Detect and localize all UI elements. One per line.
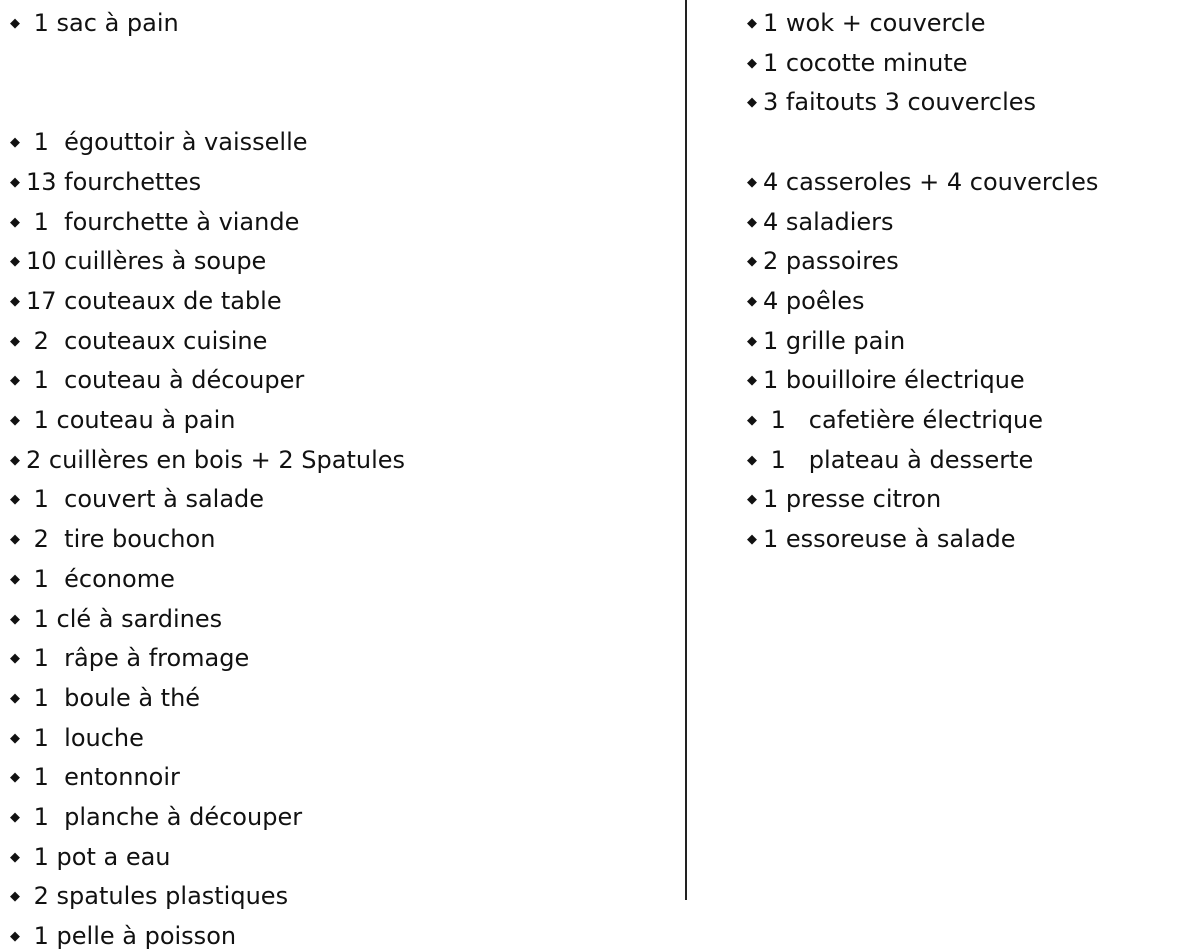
list-item xyxy=(10,604,222,635)
bullet-icon: ◆ xyxy=(747,16,757,32)
bullet-icon: ◆ xyxy=(747,373,757,389)
bullet-icon: ◆ xyxy=(10,492,20,508)
item-text: 1 cocotte minute xyxy=(763,48,968,77)
list-item xyxy=(747,326,905,357)
item-text: 4 poêles xyxy=(763,286,865,315)
bullet-icon: ◆ xyxy=(10,690,20,706)
list-item xyxy=(747,365,1025,396)
list-item xyxy=(747,87,1036,118)
list-item xyxy=(10,842,171,873)
list-item xyxy=(747,207,894,238)
item-text: 1 louche xyxy=(26,723,144,752)
list-item xyxy=(10,881,288,912)
item-text: 3 faitouts 3 couvercles xyxy=(763,88,1036,117)
list-item xyxy=(10,246,266,277)
item-text: 1 entonnoir xyxy=(26,763,180,792)
list-item xyxy=(10,762,180,793)
list-item xyxy=(10,326,267,357)
bullet-icon: ◆ xyxy=(747,214,757,230)
bullet-icon: ◆ xyxy=(10,452,20,468)
list-item xyxy=(747,246,899,277)
item-text: 17 couteaux de table xyxy=(26,286,282,315)
list-item xyxy=(10,207,299,238)
bullet-icon: ◆ xyxy=(747,174,757,190)
bullet-icon: ◆ xyxy=(10,611,20,627)
bullet-icon: ◆ xyxy=(10,135,20,151)
item-text: 1 presse citron xyxy=(763,485,942,514)
item-text: 1 égouttoir à vaisselle xyxy=(26,128,308,157)
item-text: 2 spatules plastiques xyxy=(26,882,289,911)
bullet-icon: ◆ xyxy=(10,293,20,309)
list-item xyxy=(10,484,264,515)
item-text: 13 fourchettes xyxy=(26,167,202,196)
bullet-icon: ◆ xyxy=(747,293,757,309)
list-item xyxy=(10,643,249,674)
bullet-icon: ◆ xyxy=(10,810,20,826)
bullet-icon: ◆ xyxy=(747,55,757,71)
list-item xyxy=(10,167,201,198)
item-text: 1 couvert à salade xyxy=(26,485,265,514)
bullet-icon: ◆ xyxy=(747,452,757,468)
item-text: 1 planche à découper xyxy=(26,803,303,832)
bullet-icon: ◆ xyxy=(10,254,20,270)
bullet-icon: ◆ xyxy=(10,770,20,786)
item-text: 1 wok + couvercle xyxy=(763,9,986,38)
item-text: 1 cafetière électrique xyxy=(763,406,1044,435)
list-item xyxy=(10,524,215,555)
bullet-icon: ◆ xyxy=(747,532,757,548)
list-item xyxy=(10,405,236,436)
list-item xyxy=(10,127,308,158)
bullet-icon: ◆ xyxy=(10,571,20,587)
item-text: 2 cuillères en bois + 2 Spatules xyxy=(26,445,406,474)
item-text: 1 essoreuse à salade xyxy=(763,525,1016,554)
bullet-icon: ◆ xyxy=(10,214,20,230)
bullet-icon: ◆ xyxy=(747,95,757,111)
list-item xyxy=(747,484,941,515)
list-item xyxy=(10,683,200,714)
bullet-icon: ◆ xyxy=(747,492,757,508)
list-item xyxy=(747,167,1098,198)
item-text: 10 cuillères à soupe xyxy=(26,247,267,276)
item-text: 2 passoires xyxy=(763,247,899,276)
bullet-icon: ◆ xyxy=(10,16,20,32)
bullet-icon: ◆ xyxy=(10,333,20,349)
bullet-icon: ◆ xyxy=(10,373,20,389)
list-item xyxy=(747,524,1016,555)
bullet-icon: ◆ xyxy=(10,651,20,667)
bullet-icon: ◆ xyxy=(10,413,20,429)
list-item xyxy=(747,405,1043,436)
list-item xyxy=(10,445,405,476)
list-item xyxy=(10,8,179,39)
item-text: 1 bouilloire électrique xyxy=(763,366,1025,395)
bullet-icon: ◆ xyxy=(10,849,20,865)
item-text: 2 couteaux cuisine xyxy=(26,326,268,355)
bullet-icon: ◆ xyxy=(747,413,757,429)
list-item xyxy=(747,445,1033,476)
list-item xyxy=(10,802,302,833)
bullet-icon: ◆ xyxy=(10,532,20,548)
list-item xyxy=(10,921,236,952)
item-text: 1 boule à thé xyxy=(26,683,201,712)
item-text: 1 fourchette à viande xyxy=(26,207,300,236)
item-text: 1 plateau à desserte xyxy=(763,445,1034,474)
list-item xyxy=(10,723,144,754)
list-item xyxy=(747,48,968,79)
list-item xyxy=(10,365,304,396)
item-text: 4 casseroles + 4 couvercles xyxy=(763,167,1099,196)
item-text: 1 pot a eau xyxy=(26,842,171,871)
bullet-icon: ◆ xyxy=(747,254,757,270)
item-text: 1 économe xyxy=(26,564,175,593)
list-item xyxy=(747,8,986,39)
item-text: 2 tire bouchon xyxy=(26,525,216,554)
list-item xyxy=(10,564,175,595)
item-text: 1 grille pain xyxy=(763,326,906,355)
item-text: 4 saladiers xyxy=(763,207,894,236)
item-text: 1 pelle à poisson xyxy=(26,922,237,951)
item-text: 1 couteau à pain xyxy=(26,406,236,435)
bullet-icon: ◆ xyxy=(10,929,20,945)
bullet-icon: ◆ xyxy=(10,730,20,746)
list-item xyxy=(747,286,865,317)
column-divider xyxy=(685,0,687,900)
list-item xyxy=(10,286,282,317)
item-text: 1 sac à pain xyxy=(26,9,179,38)
item-text: 1 clé à sardines xyxy=(26,604,223,633)
bullet-icon: ◆ xyxy=(10,889,20,905)
item-text: 1 râpe à fromage xyxy=(26,644,250,673)
bullet-icon: ◆ xyxy=(10,174,20,190)
bullet-icon: ◆ xyxy=(747,333,757,349)
item-text: 1 couteau à découper xyxy=(26,366,305,395)
